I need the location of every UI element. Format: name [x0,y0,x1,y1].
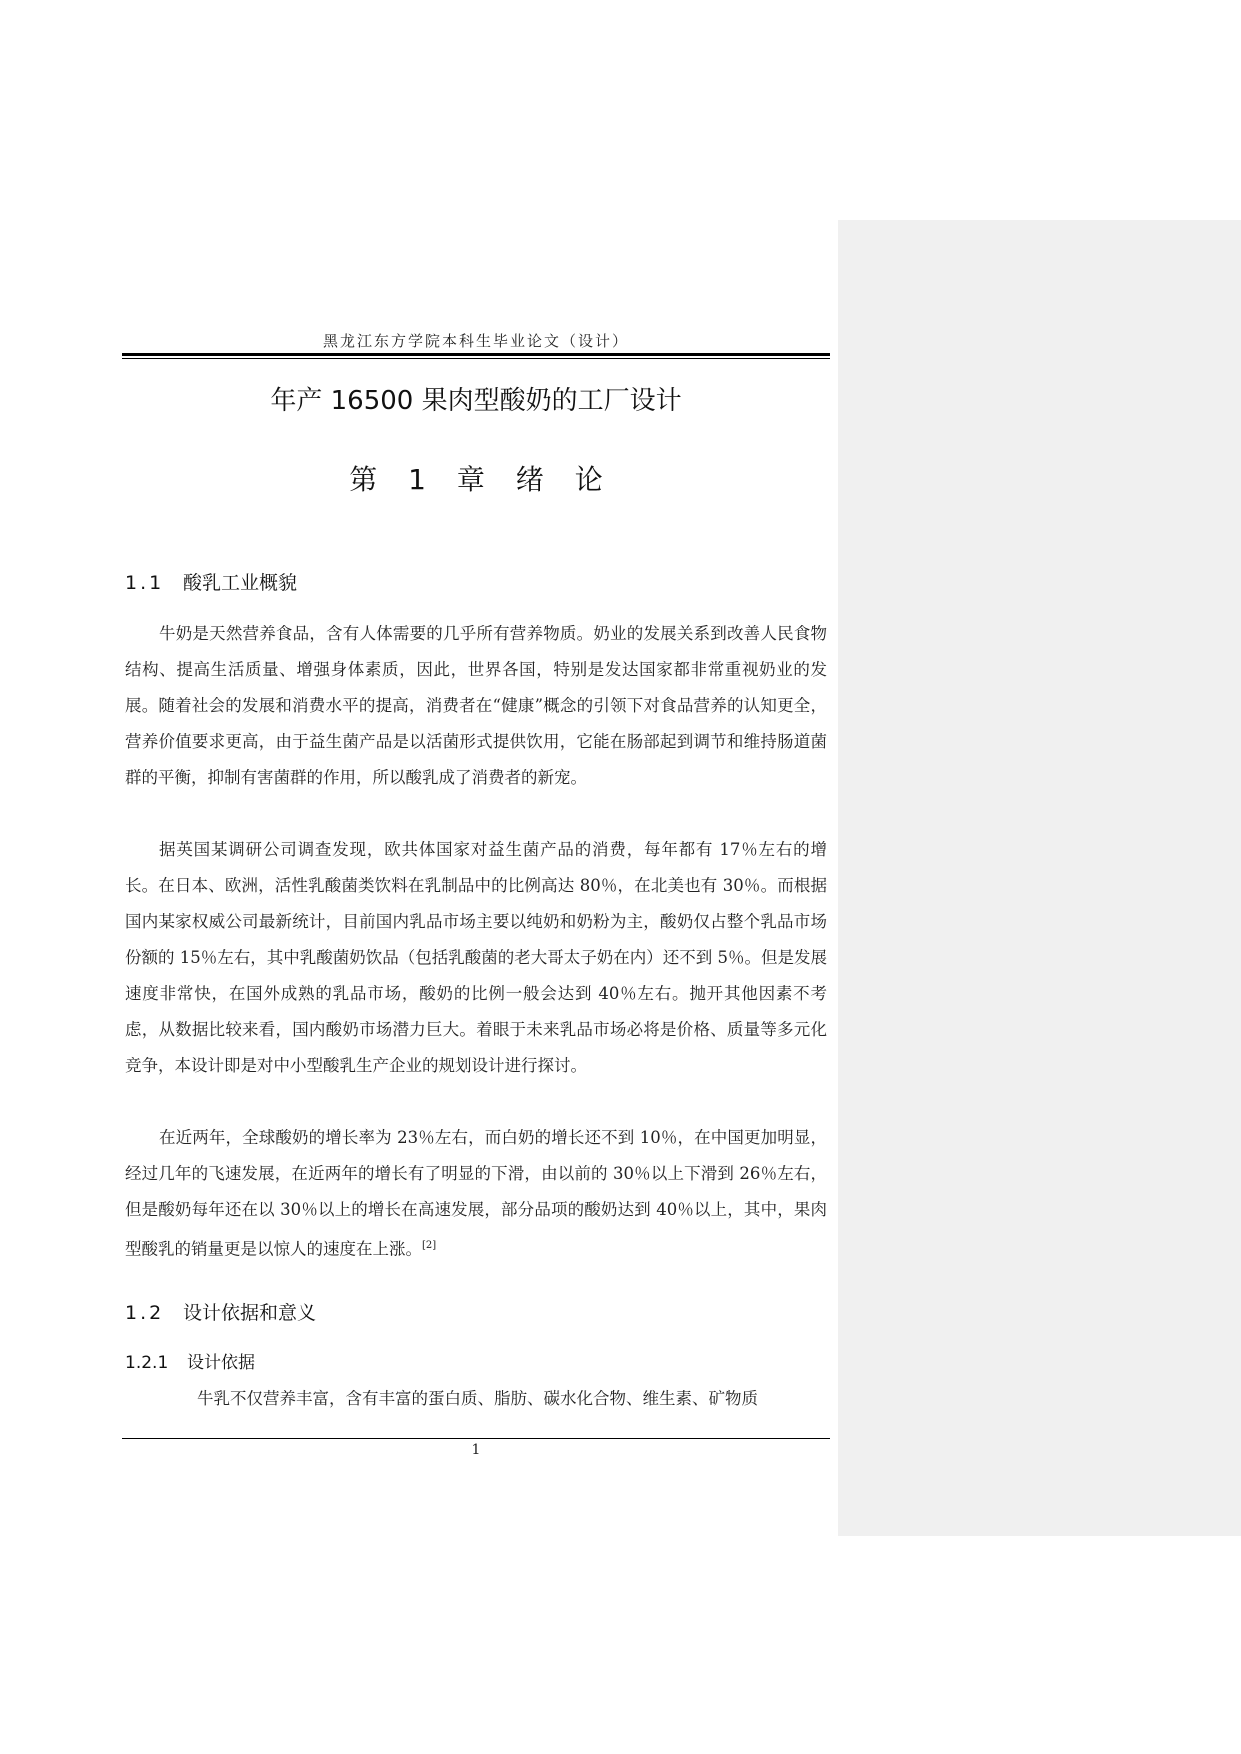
section-heading-1-1 [125,568,297,595]
subsection-title: 设计依据 [187,1353,255,1373]
running-header: 黑龙江东方学院本科生毕业论文（设计） [322,332,629,350]
paragraph-2: 据英国某调研公司调查发现，欧共体国家对益生菌产品的消费，每年都有 17％左右的增长。在日本、欧洲，活性乳酸菌类饮料在乳制品中的比例高达 80％，在北美也有 30％。而根据国内某家权威公司最新统计，目前国内乳品市场主要以纯奶和奶粉为主，酸奶仅占整个乳品市场份额的 15％左右，其中乳酸菌奶饮品（包括乳酸菌的老大哥太子奶在内）还不到 5％。但是发展速度非常快，在国外成熟的乳品市场，酸奶的比例一般会达到 40％左右。抛开其他因素不考虑，从数据比较来看，国内酸奶市场潜力巨大。着眼于未来乳品市场必将是价格、质量等多元化竞争，本设计即是对中小型酸乳生产企业的规划设计进行探讨。 [125,840,827,1075]
chapter-title: 第 1 章 绪 论 [349,463,603,496]
paragraph-4: 牛乳不仅营养丰富，含有丰富的蛋白质、脂肪、碳水化合物、维生素、矿物质 [197,1389,758,1408]
section-heading-1-2 [125,1298,316,1325]
document-page [122,0,830,1754]
paragraph-1: 牛奶是天然营养食品，含有人体需要的几乎所有营养物质。奶业的发展关系到改善人民食物结构、提高生活质量、增强身体素质，因此，世界各国，特别是发达国家都非常重视奶业的发展。随着社会的发展和消费水平的提高，消费者在“健康”概念的引领下对食品营养的认知更全，营养价值要求更高，由于益生菌产品是以活菌形式提供饮用，它能在肠部起到调节和维持肠道菌群的平衡，抑制有害菌群的作用，所以酸乳成了消费者的新宠。 [125,624,827,787]
section-number: 1.2 [125,1302,165,1324]
citation-ref: [2] [422,1240,437,1251]
subsection-heading-1-2-1 [125,1348,255,1373]
section-title: 酸乳工业概貌 [183,572,298,594]
paragraph-3 [125,1120,827,1268]
paragraph-3-text: 在近两年，全球酸奶的增长率为 23％左右，而白奶的增长还不到 10％，在中国更加明显，经过几年的飞速发展，在近两年的增长有了明显的下滑，由以前的 30％以上下滑到 26％左右，但是酸奶每年还在以 30％以上的增长在高速发展，部分品项的酸奶达到 40％以上，其中，果肉型酸乳的销量更是以惊人的速度在上涨。 [125,1128,827,1259]
section-number: 1.1 [125,572,165,594]
header-rule-thick [122,353,830,356]
subsection-number: 1.2.1 [125,1353,169,1373]
page-number: 1 [471,1442,481,1458]
header-rule-thin [122,358,830,359]
comment-margin-pane [838,220,1241,1536]
document-title: 年产 16500 果肉型酸奶的工厂设计 [270,386,682,416]
footer-rule [122,1438,830,1439]
section-title: 设计依据和意义 [183,1302,317,1324]
